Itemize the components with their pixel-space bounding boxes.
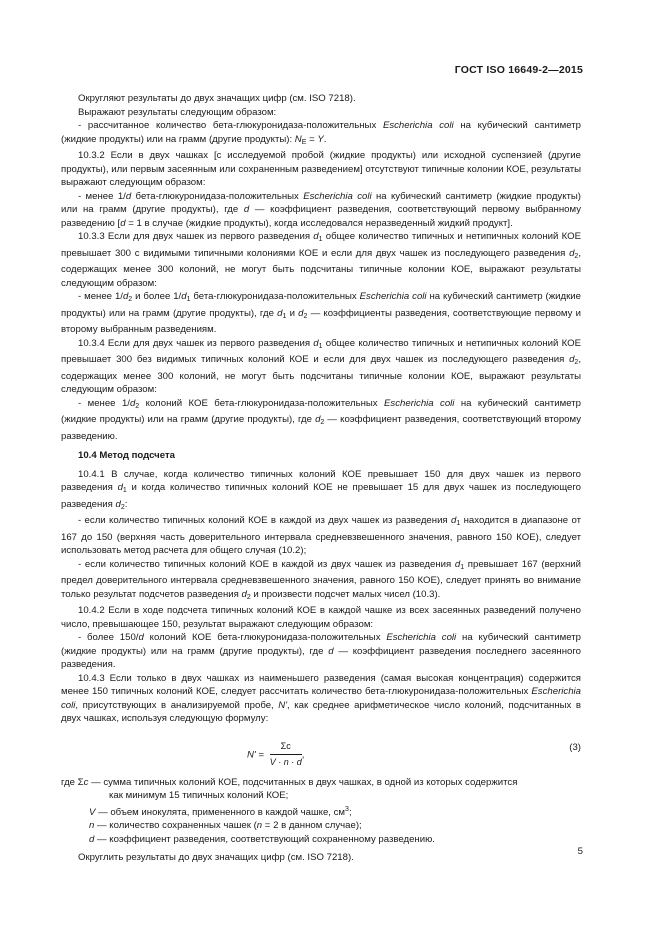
paragraph-final-rounding: Округлить результаты до двух значащих цифр (см. ISO 7218). xyxy=(78,852,354,863)
clause-10-3-4: 10.3.4 Если для двух чашек из первого разведения $d_1$ общее количество типичных и нетипичных колоний КОЕ превышает 300 без видимых типичных колоний КОЕ и если для двух чашек из последующего разведения $d_2$, содержащих менее 300 колоний, не могут быть подсчитаны типичные колонии КОЕ, выражают результаты следующим образом: xyxy=(61,337,582,395)
paragraph-calculated: - рассчитанное количество бета-глюкуронидаза-положительных Escherichia coli на кубический сантиметр (жидкие продукты) или на грамм (другие продукты): $N_E = Y$. xyxy=(61,120,581,146)
formula-fraction xyxy=(270,740,302,770)
formula-numerator: Σc xyxy=(270,740,302,756)
clause-10-3-2: 10.3.2 Если в двух чашках [с исследуемой пробой (жидкие продукты) или исходной суспензией (другие продукты), или первым засеянным или сохраненным разведением] отсутствуют типичные колонии КОЕ, результаты выражают следующим образом: xyxy=(61,150,581,188)
formula-denominator: V · n · d xyxy=(269,757,302,767)
formula-3 xyxy=(61,732,581,768)
clause-10-3-3: 10.3.3 Если для двух чашек из первого разведения $d_1$ общее количество типичных и нетипичных колоний КОЕ превышает 300 с видимыми типичными колониями КОЕ и если для двух чашек из последующего разведения $d_2$, содержащих менее 300 колоний, не могут быть подсчитаны типичные колонии КОЕ, выражают результаты следующим образом: xyxy=(61,231,582,289)
document-body xyxy=(61,92,581,865)
clause-10-4-3: 10.4.3 Если только в двух чашках из наименьшего разведения (самая высокая концентрация) содержится менее 150 типичных колоний КОЕ, следует рассчитать количество бета-глюкуронидаза-положительных Escherichia coli, присутствующих в анализируемой пробе, N', как среднее арифметическое число колоний, подсчитанных в двух чашках, используя следующую формулу: xyxy=(61,672,581,724)
standard-header: ГОСТ ISO 16649-2—2015 xyxy=(454,64,583,76)
definition-d: d — коэффициент разведения, соответствующий сохраненному разведению. xyxy=(89,833,435,845)
clause-10-4-1-case-a: - если количество типичных колоний КОЕ в каждой из двух чашек из разведения $d_1$ находится в диапазоне от 167 до 150 (верхняя часть доверительного интервала средневзвешенного значения, равного 150 КОЕ), следует использовать метод расчета для общего случая (10.2); xyxy=(61,515,581,556)
page-number: 5 xyxy=(577,846,583,857)
formula-lhs: N' = xyxy=(247,749,267,761)
definition-v: V — объем инокулята, примененного в каждой чашке, $см^3$; xyxy=(89,805,352,818)
formula-definitions xyxy=(61,776,581,847)
paragraph-rounding: Округляют результаты до двух значащих цифр (см. ISO 7218). xyxy=(78,93,356,104)
section-heading-10-4: 10.4 Метод подсчета xyxy=(78,450,175,461)
formula-number: (3) xyxy=(569,741,581,753)
definition-n: n — количество сохраненных чашек (n = 2 в данном случае); xyxy=(89,820,362,831)
clause-10-3-2-result: - менее 1/d бета-глюкуронидаза-положительных Escherichia coli на кубический сантиметр (жидкие продукты) или на грамм (другие продукты), где d — коэффициент разведения, соответствующий первому выбранному разведению [d = 1 в случае (жидкие продукты), когда исследовался неразведенный жидкий продукт]. xyxy=(61,190,581,229)
formula-trail: , xyxy=(301,749,305,761)
paragraph-express: Выражают результаты следующим образом: xyxy=(78,106,277,118)
definition-sum-c: где Σc — сумма типичных колоний КОЕ, подсчитанных в двух чашках, в одной из которых содержится xyxy=(61,776,518,788)
formula-expression xyxy=(247,740,304,770)
definition-sum-c-continued: как минимум 15 типичных колоний КОЕ; xyxy=(109,790,289,801)
clause-10-3-4-result: - менее $1/d_2$ колоний КОЕ бета-глюкуронидаза-положительных Escherichia coli на кубический сантиметр (жидкие продукты) или на грамм (другие продукты), где $d_2$ — коэффициент разведения, соответствующий второму разведению. xyxy=(61,397,581,442)
clause-10-4-1-case-b: - если количество типичных колоний КОЕ в каждой из двух чашек из разведения $d_1$ превышает 167 (верхний предел доверительного интервала средневзвешенного значения, равного 150 КОЕ), следует принять во внимание только результат подсчетов разведения $d_2$ и произвести подсчет малых чисел (10.3). xyxy=(61,558,581,601)
clause-10-4-2: 10.4.2 Если в ходе подсчета типичных колоний КОЕ в каждой чашке из всех засеянных разведений получено число, превышающее 150, результат выражают следующим образом: xyxy=(61,605,581,630)
clause-10-4-1: 10.4.1 В случае, когда количество типичных колоний КОЕ превышает 150 для двух чашек из первого разведения $d_1$ и когда количество типичных колоний КОЕ не превышает 15 для двух чашек из последующего разведения $d_2$: xyxy=(61,468,581,511)
clause-10-4-2-result: - более 150/d колоний КОЕ бета-глюкуронидаза-положительных Escherichia coli на кубический сантиметр (жидкие продукты) или на грамм (другие продукты), где d — коэффициент разведения последнего засеянного разведения. xyxy=(61,632,582,670)
clause-10-3-3-result: - менее $1/d_2$ и более $1/d_1$ бета-глюкуронидаза-положительных Escherichia coli на кубический сантиметр (жидкие продукты) или на грамм (другие продукты), где $d_1$ и $d_2$ — коэффициенты разведения, соответствующие первому и второму выбранным разведениям. xyxy=(61,291,581,335)
